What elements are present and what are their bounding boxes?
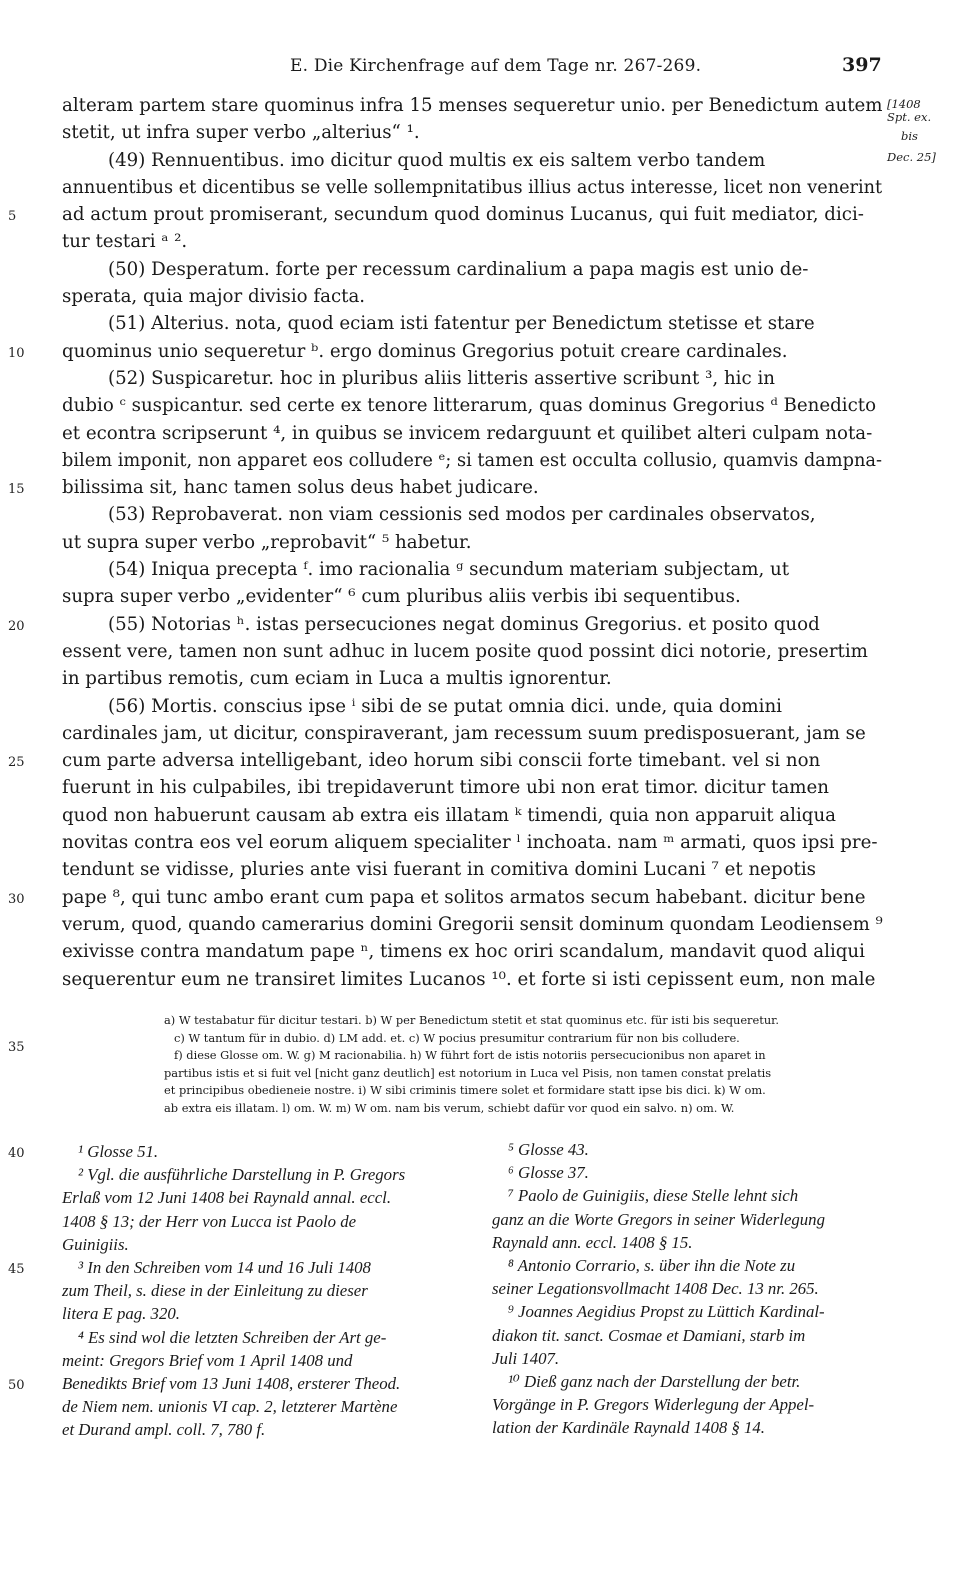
text-line: ut supra super verbo „reprobavit“ ⁵ habetur. bbox=[62, 531, 472, 553]
line-number: 45 bbox=[8, 1262, 25, 1277]
critical-apparatus bbox=[164, 1012, 886, 1118]
line-number: 40 bbox=[8, 1146, 25, 1161]
line-number: 5 bbox=[8, 209, 17, 225]
margin-date-line: Dec. 25] bbox=[887, 150, 936, 164]
line-number: 25 bbox=[8, 755, 25, 771]
footnote-line: de Niem nem. unionis VI cap. 2, letzterer Martène bbox=[62, 1397, 398, 1417]
footnote-line: Vorgänge in P. Gregors Widerlegung der Appel- bbox=[492, 1395, 815, 1415]
footnote-line: 1408 § 13; der Herr von Lucca ist Paolo de bbox=[62, 1211, 357, 1231]
text-line: tendunt se vidisse, pluries ante visi fuerant in comitiva domini Lucani ⁷ et nepotis bbox=[62, 859, 816, 881]
line-number: 20 bbox=[8, 618, 25, 634]
text-line: sperata, quia major divisio facta. bbox=[62, 286, 366, 308]
text-line: (50) Desperatum. forte per recessum cardinalium a papa magis est unio de- bbox=[108, 258, 809, 280]
line-number: 10 bbox=[8, 345, 25, 361]
text-line: pape ⁸, qui tunc ambo erant cum papa et solitos armatos secum habebant. dicitur bene bbox=[62, 886, 866, 908]
text-line: verum, quod, quando camerarius domini Gregorii sensit dominum quondam Leodiensem ⁹ bbox=[62, 913, 883, 935]
text-line: essent vere, tamen non sunt adhuc in lucem posite quod possint dici notorie, presertim bbox=[62, 640, 868, 662]
text-line: bilem imponit, non apparet eos colludere ᵉ; si tamen est occulta collusio, quamvis dampna- bbox=[62, 449, 882, 471]
footnote-line: ¹⁰ Dieß ganz nach der Darstellung der betr. bbox=[508, 1371, 801, 1391]
running-header bbox=[0, 56, 960, 82]
footnote-line: ⁶ Glosse 37. bbox=[508, 1163, 589, 1183]
text-line: tur testari ᵃ ². bbox=[62, 231, 188, 253]
apparatus-line: c) W tantum für in dubio. d) LM add. et. c) W pocius presumitur contrarium für non bis colludere. bbox=[174, 1030, 740, 1045]
footnote-line: Erlaß vom 12 Juni 1408 bei Raynald annal. eccl. bbox=[62, 1188, 392, 1208]
footnote-line: diakon tit. sanct. Cosmae et Damiani, starb im bbox=[492, 1325, 806, 1345]
running-title: E. Die Kirchenfrage auf dem Tage nr. 267-269. bbox=[290, 56, 702, 76]
margin-date-line: Spt. ex. bbox=[887, 110, 932, 124]
footnote-line: Juli 1407. bbox=[492, 1348, 560, 1368]
line-number: 50 bbox=[8, 1378, 25, 1393]
text-line: (56) Mortis. conscius ipse ⁱ sibi de se putat omnia dici. unde, quia domini bbox=[108, 695, 783, 717]
text-line: cum parte adversa intelligebant, ideo horum sibi conscii forte timebant. vel si non bbox=[62, 750, 821, 772]
footnote-line: seiner Legationsvollmacht 1408 Dec. 13 nr. 265. bbox=[492, 1279, 819, 1299]
footnote-line: ganz an die Worte Gregors in seiner Widerlegung bbox=[492, 1209, 825, 1229]
line-number: 30 bbox=[8, 891, 25, 907]
margin-date-note bbox=[887, 96, 936, 166]
text-line: novitas contra eos vel eorum aliquem specialiter ˡ inchoata. nam ᵐ armati, quos ipsi pre- bbox=[62, 832, 878, 854]
text-line: cardinales jam, ut dicitur, conspiraverant, jam recessum suum predisposuerant, jam se bbox=[62, 722, 866, 744]
text-line: supra super verbo „evidenter“ ⁶ cum pluribus aliis verbis ibi sequentibus. bbox=[62, 586, 741, 608]
text-line: (49) Rennuentibus. imo dicitur quod multis ex eis saltem verbo tandem bbox=[108, 149, 766, 171]
apparatus-line: et principibus obedieneie nostre. i) W sibi criminis timere solet et formidare statt ipse bis dici. k) W om. bbox=[164, 1083, 766, 1098]
apparatus-line: a) W testabatur für dicitur testari. b) W per Benedictum stetit et stat quominus etc. für isti bis sequeretur. bbox=[164, 1013, 779, 1027]
text-line: (52) Suspicaretur. hoc in pluribus aliis litteris assertive scribunt ³, hic in bbox=[108, 367, 775, 389]
text-line: annuentibus et dicentibus se velle sollempnitatibus illius actus interesse, licet non venerint bbox=[62, 176, 883, 198]
text-line: quod non habuerunt causam ab extra eis illatam ᵏ timendi, quia non apparuit aliqua bbox=[62, 804, 837, 826]
footnote-line: ³ In den Schreiben vom 14 und 16 Juli 1408 bbox=[78, 1257, 371, 1277]
footnote-line: zum Theil, s. diese in der Einleitung zu dieser bbox=[62, 1281, 368, 1301]
footnote-line: ¹ Glosse 51. bbox=[78, 1142, 159, 1161]
apparatus-line: partibus istis et si fuit vel [nicht ganz deutlich] est notorium in Luca vel Pisis, non tamen constat prelatis bbox=[164, 1065, 772, 1080]
footnote-line: ⁴ Es sind wol die letzten Schreiben der Art ge- bbox=[78, 1327, 387, 1347]
text-line: ad actum prout promiserant, secundum quod dominus Lucanus, qui fuit mediator, dici- bbox=[62, 204, 864, 226]
footnote-line: ⁸ Antonio Corrario, s. über ihn die Note zu bbox=[508, 1255, 796, 1275]
footnote-line: Guinigiis. bbox=[62, 1234, 129, 1254]
line-number: 15 bbox=[8, 482, 25, 498]
text-line: dubio ᶜ suspicantur. sed certe ex tenore litterarum, quas dominus Gregorius ᵈ Benedicto bbox=[62, 395, 877, 417]
footnotes-right-column bbox=[492, 1138, 892, 1439]
footnote-line: ⁷ Paolo de Guinigiis, diese Stelle lehnt sich bbox=[508, 1186, 799, 1206]
margin-date-line: bis bbox=[901, 129, 918, 143]
line-number: 35 bbox=[8, 1040, 25, 1055]
text-line: bilissima sit, hanc tamen solus deus habet judicare. bbox=[62, 477, 539, 499]
apparatus-line: f) diese Glosse om. W. g) M racionabilia. h) W führt fort de istis notoriis persecucionibus non aparet in bbox=[174, 1048, 766, 1063]
text-line: stetit, ut infra super verbo „alterius“ ¹. bbox=[62, 122, 420, 144]
text-line: quominus unio sequeretur ᵇ. ergo dominus Gregorius potuit creare cardinales. bbox=[62, 340, 788, 362]
footnote-line: ⁹ Joannes Aegidius Propst zu Lüttich Kardinal- bbox=[508, 1302, 825, 1322]
text-line: in partibus remotis, cum eciam in Luca a multis ignorentur. bbox=[62, 668, 612, 690]
footnote-line: meint: Gregors Brief vom 1 April 1408 und bbox=[62, 1350, 353, 1370]
footnote-line: litera E pag. 320. bbox=[62, 1304, 180, 1324]
footnotes-left-column bbox=[62, 1140, 462, 1441]
footnote-line: Benedikts Brief vom 13 Juni 1408, ersterer Theod. bbox=[62, 1373, 401, 1393]
footnote-line: ⁵ Glosse 43. bbox=[508, 1140, 589, 1159]
text-line: (55) Notorias ʰ. istas persecuciones negat dominus Gregorius. et posito quod bbox=[108, 613, 820, 635]
text-line: (54) Iniqua precepta ᶠ. imo racionalia ᵍ secundum materiam subjectam, ut bbox=[108, 559, 790, 581]
text-line: sequerentur eum ne transiret limites Lucanos ¹⁰. et forte si isti cepissent eum, non male bbox=[62, 968, 876, 990]
text-line: et econtra scripserunt ⁴, in quibus se invicem redarguunt et quilibet alteri culpam nota- bbox=[62, 422, 873, 444]
text-line: alteram partem stare quominus infra 15 menses sequeretur unio. per Benedictum autem bbox=[62, 95, 883, 116]
footnote-line: Raynald ann. eccl. 1408 § 15. bbox=[492, 1232, 693, 1252]
margin-date-line: [1408 bbox=[887, 97, 921, 111]
text-line: (53) Reprobaverat. non viam cessionis sed modos per cardinales observatos, bbox=[108, 504, 816, 526]
apparatus-line: ab extra eis illatam. l) om. W. m) W om. nam bis verum, schiebt dafür vor quod ein salvo. n) om. W. bbox=[164, 1100, 735, 1115]
footnote-line: ² Vgl. die ausführliche Darstellung in P. Gregors bbox=[78, 1165, 406, 1185]
main-text bbox=[62, 92, 882, 993]
text-line: exivisse contra mandatum pape ⁿ, timens ex hoc oriri scandalum, mandavit quod aliqui bbox=[62, 941, 865, 963]
page-number: 397 bbox=[842, 54, 882, 76]
footnote-line: et Durand ampl. coll. 7, 780 f. bbox=[62, 1420, 266, 1440]
footnote-line: lation der Kardinäle Raynald 1408 § 14. bbox=[492, 1418, 765, 1438]
text-line: fuerunt in his culpabiles, ibi trepidaverunt timore ubi non erat timor. dicitur tamen bbox=[62, 777, 830, 799]
text-line: (51) Alterius. nota, quod eciam isti fatentur per Benedictum stetisse et stare bbox=[108, 313, 815, 335]
